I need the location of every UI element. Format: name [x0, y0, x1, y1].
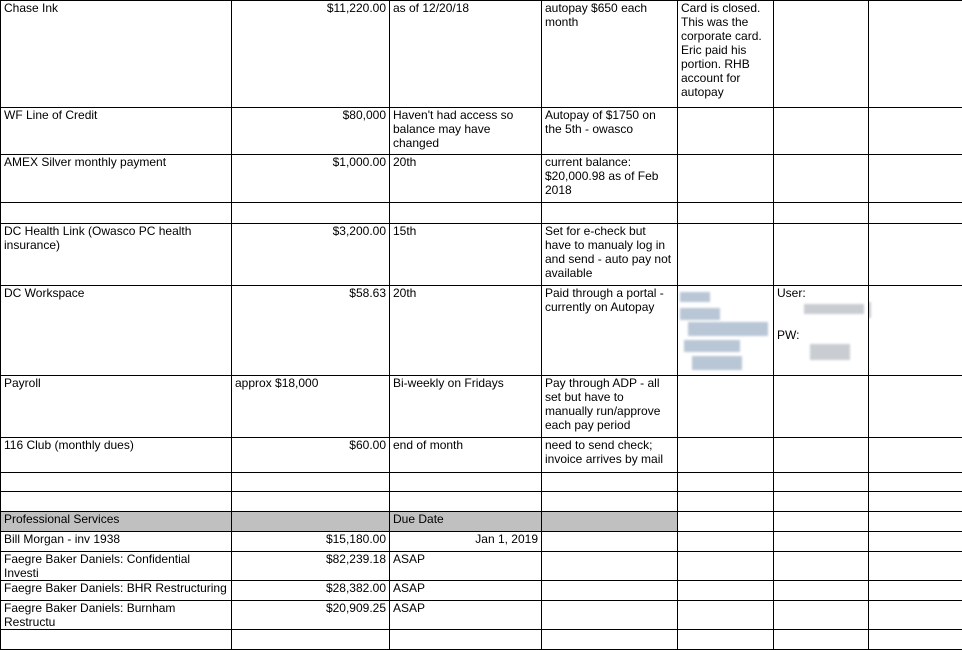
- service-amount[interactable]: $20,909.25: [232, 601, 390, 630]
- empty-cell[interactable]: [774, 155, 869, 203]
- row-notes[interactable]: Set for e-check but have to manualy log in and send - auto pay not available: [542, 224, 678, 286]
- service-due[interactable]: Jan 1, 2019: [390, 532, 542, 552]
- table-row: [1, 1, 962, 108]
- row-due[interactable]: 15th: [390, 224, 542, 286]
- table-row: [1, 438, 962, 473]
- row-due[interactable]: 20th: [390, 286, 542, 376]
- table-row: [1, 581, 962, 601]
- empty-row: [1, 492, 962, 512]
- row-amount[interactable]: $11,220.00: [232, 1, 390, 108]
- table-row: [1, 224, 962, 286]
- row-due[interactable]: Bi-weekly on Fridays: [390, 376, 542, 438]
- service-due[interactable]: ASAP: [390, 601, 542, 630]
- section-title[interactable]: Professional Services: [1, 512, 232, 532]
- row-amount[interactable]: $80,000: [232, 108, 390, 155]
- table-row: [1, 552, 962, 581]
- row-name[interactable]: Chase Ink: [1, 1, 232, 108]
- row-name[interactable]: 116 Club (monthly dues): [1, 438, 232, 473]
- due-date-header[interactable]: Due Date: [390, 512, 542, 532]
- service-amount[interactable]: $15,180.00: [232, 532, 390, 552]
- row-notes[interactable]: current balance: $20,000.98 as of Feb 2018: [542, 155, 678, 203]
- row-name[interactable]: DC Health Link (Owasco PC health insurance): [1, 224, 232, 286]
- row-due[interactable]: as of 12/20/18: [390, 1, 542, 108]
- service-name[interactable]: Faegre Baker Daniels: Burnham Restructu: [1, 601, 232, 630]
- section-header-cell[interactable]: [232, 512, 390, 532]
- redacted-blur: [684, 340, 740, 352]
- empty-cell[interactable]: [869, 438, 962, 473]
- section-header-cell[interactable]: [542, 512, 678, 532]
- empty-cell[interactable]: [678, 108, 774, 155]
- empty-cell[interactable]: [774, 1, 869, 108]
- row-notes[interactable]: need to send check; invoice arrives by mail: [542, 438, 678, 473]
- service-name[interactable]: Faegre Baker Daniels: BHR Restructuring: [1, 581, 232, 601]
- redacted-blur: [688, 322, 768, 336]
- row-due[interactable]: 20th: [390, 155, 542, 203]
- redacted-blur: [810, 344, 850, 360]
- row-name[interactable]: Payroll: [1, 376, 232, 438]
- section-header-row: [1, 512, 962, 532]
- row-notes[interactable]: Autopay of $1750 on the 5th - owasco: [542, 108, 678, 155]
- service-name[interactable]: Bill Morgan - inv 1938: [1, 532, 232, 552]
- table-row: [1, 532, 962, 552]
- empty-cell[interactable]: [774, 224, 869, 286]
- empty-cell[interactable]: [678, 155, 774, 203]
- service-due[interactable]: ASAP: [390, 581, 542, 601]
- empty-row: [1, 473, 962, 492]
- service-amount[interactable]: $28,382.00: [232, 581, 390, 601]
- row-notes[interactable]: Pay through ADP - all set but have to manually run/approve each pay period: [542, 376, 678, 438]
- row-amount[interactable]: $60.00: [232, 438, 390, 473]
- empty-cell[interactable]: [678, 376, 774, 438]
- table-row: [1, 155, 962, 203]
- user-label: User:: [777, 286, 865, 300]
- row-name[interactable]: DC Workspace: [1, 286, 232, 376]
- empty-cell[interactable]: [869, 286, 962, 376]
- empty-cell[interactable]: [869, 108, 962, 155]
- redacted-cell[interactable]: [678, 286, 774, 376]
- empty-cell[interactable]: [869, 376, 962, 438]
- empty-cell[interactable]: [678, 224, 774, 286]
- redacted-blur: [692, 356, 742, 370]
- table-row: [1, 108, 962, 155]
- redacted-blur: [680, 292, 710, 302]
- redacted-blur: [804, 304, 864, 314]
- service-name[interactable]: Faegre Baker Daniels: Confidential Investi: [1, 552, 232, 581]
- table-row: [1, 601, 962, 630]
- pw-label: PW:: [777, 328, 865, 342]
- row-amount[interactable]: $1,000.00: [232, 155, 390, 203]
- row-amount[interactable]: $3,200.00: [232, 224, 390, 286]
- row-extra-note[interactable]: Card is closed. This was the corporate card. Eric paid his portion. RHB account for autopay: [678, 1, 774, 108]
- empty-cell[interactable]: [869, 155, 962, 203]
- row-name[interactable]: AMEX Silver monthly payment: [1, 155, 232, 203]
- table-row: [1, 286, 962, 376]
- redacted-blur: [680, 308, 720, 320]
- row-due[interactable]: end of month: [390, 438, 542, 473]
- table-row: [1, 376, 962, 438]
- empty-cell[interactable]: [869, 224, 962, 286]
- empty-cell[interactable]: [774, 108, 869, 155]
- empty-cell[interactable]: [774, 438, 869, 473]
- empty-row: [1, 203, 962, 224]
- row-amount[interactable]: $58.63: [232, 286, 390, 376]
- empty-cell[interactable]: [678, 438, 774, 473]
- row-approx[interactable]: approx $18,000: [232, 376, 390, 438]
- row-due[interactable]: Haven't had access so balance may have changed: [390, 108, 542, 155]
- credentials-cell[interactable]: [774, 286, 869, 376]
- row-name[interactable]: WF Line of Credit: [1, 108, 232, 155]
- row-notes[interactable]: autopay $650 each month: [542, 1, 678, 108]
- empty-cell[interactable]: [869, 1, 962, 108]
- empty-cell[interactable]: [774, 376, 869, 438]
- service-amount[interactable]: $82,239.18: [232, 552, 390, 581]
- row-notes[interactable]: Paid through a portal - currently on Autopay: [542, 286, 678, 376]
- redacted-blur: [869, 302, 872, 318]
- service-due[interactable]: ASAP: [390, 552, 542, 581]
